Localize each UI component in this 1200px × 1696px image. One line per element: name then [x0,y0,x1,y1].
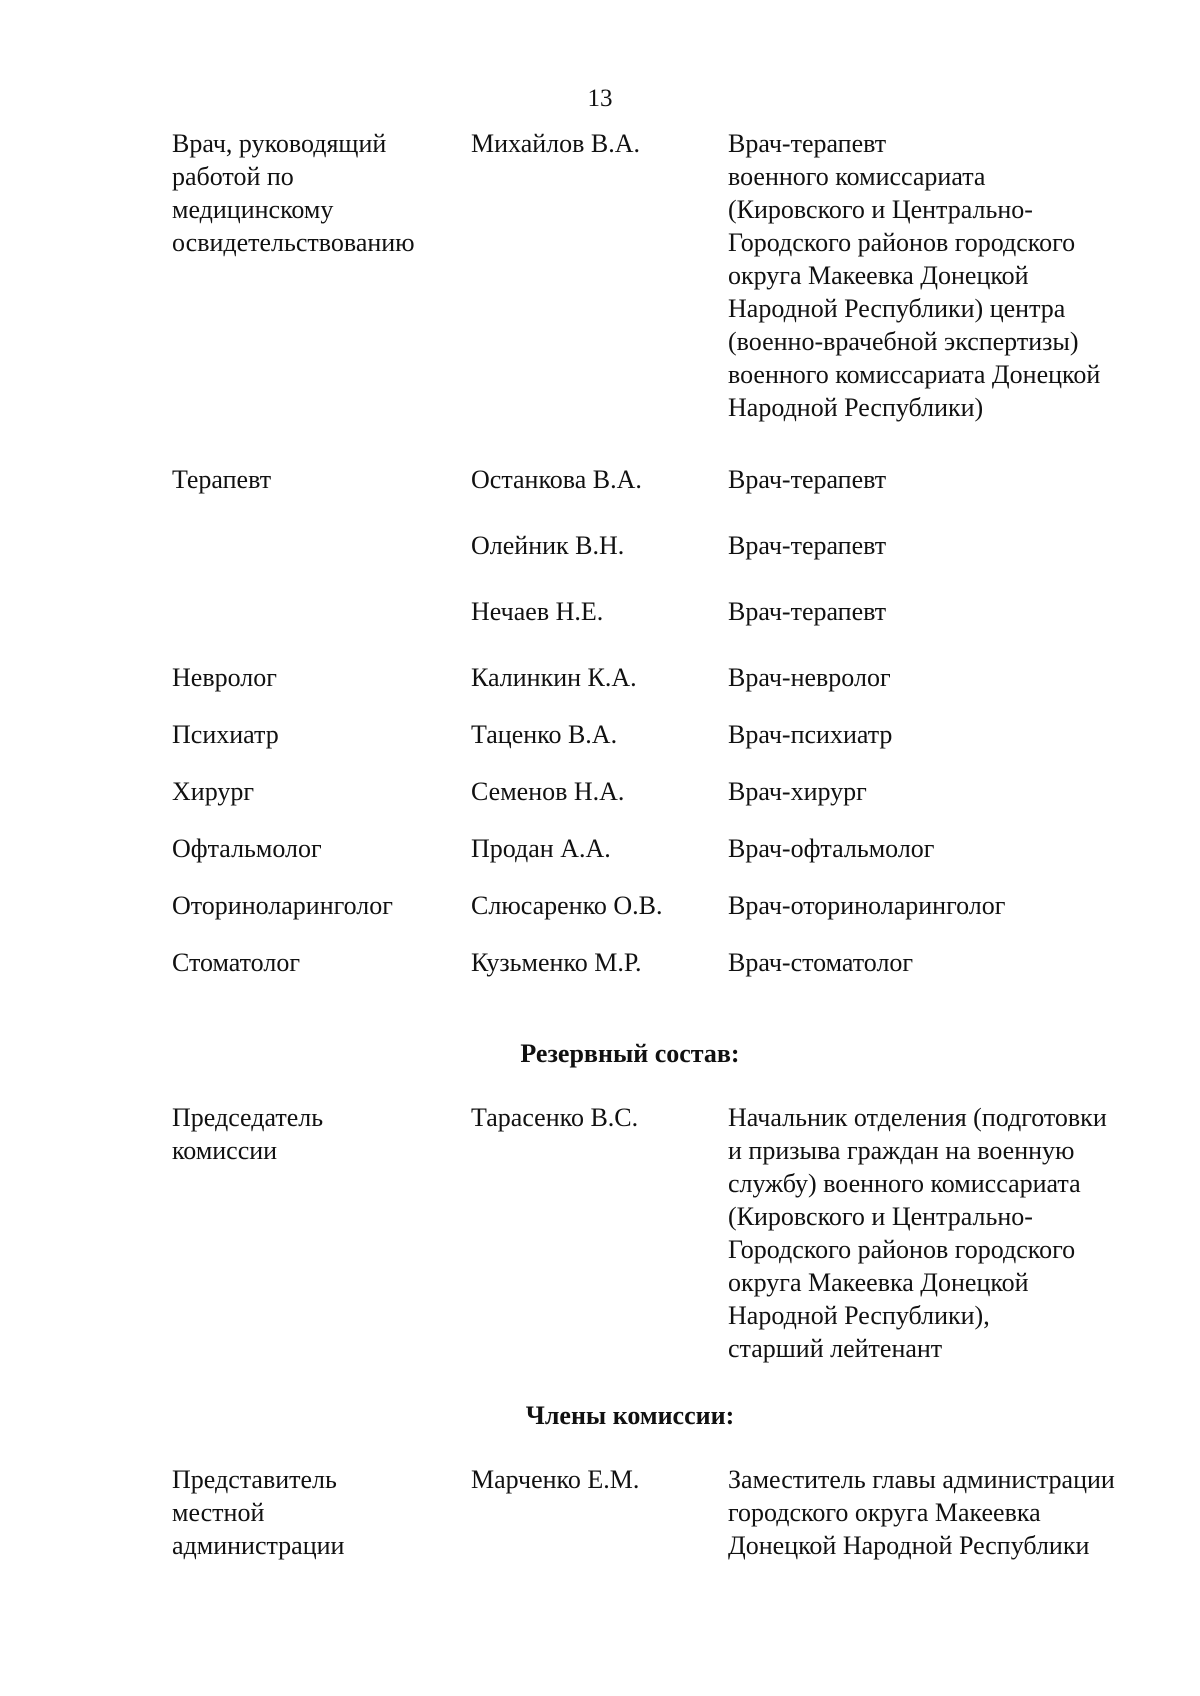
role-line: освидетельствованию [172,228,415,257]
position-cell: Врач-стоматолог [728,948,914,977]
position-line: (военно-врачебной экспертизы) [728,327,1079,356]
position-line: (Кировского и Центрально- [728,1202,1033,1231]
role-line: администрации [172,1531,345,1560]
member-name: Олейник В.Н. [471,531,625,560]
position-cell: Врач-офтальмолог [728,834,935,863]
position-cell: Врач-невролог [728,663,891,692]
role-line: Председатель [172,1103,324,1132]
position-line: округа Макеевка Донецкой [728,261,1029,290]
position-line: городского округа Макеевка [728,1498,1041,1527]
role-line: работой по [172,162,294,191]
role-line: Врач, руководящий [172,129,387,158]
role-cell: Офтальмолог [172,834,322,863]
section-heading-members [0,1399,1200,1432]
position-line: Народной Республики) [728,393,984,422]
position-line: службу) военного комиссариата [728,1169,1081,1198]
heading-text: Резервный состав: [520,1039,740,1068]
member-name: Михайлов В.А. [471,129,641,158]
position-line: Городского районов городского [728,1235,1076,1264]
role-cell [172,1463,462,1562]
role-line: Представитель [172,1465,337,1494]
role-line: медицинскому [172,195,334,224]
position-line: Донецкой Народной Республики [728,1531,1090,1560]
position-cell: Врач-хирург [728,777,867,806]
position-line: Начальник отделения (подготовки [728,1103,1107,1132]
role-cell [172,1101,462,1167]
member-name: Семенов Н.А. [471,777,625,806]
position-line: военного комиссариата [728,162,986,191]
position-cell [728,127,1168,424]
position-cell: Врач-оториноларинголог [728,891,1006,920]
position-cell [728,1101,1168,1365]
role-cell: Психиатр [172,720,279,749]
member-name: Тарасенко В.С. [471,1103,639,1132]
member-name: Нечаев Н.Е. [471,597,604,626]
position-cell: Врач-психиатр [728,720,893,749]
position-line: Врач-терапевт [728,129,887,158]
member-name: Марченко Е.М. [471,1465,640,1494]
role-cell: Хирург [172,777,255,806]
section-heading-reserve [0,1037,1200,1070]
position-cell: Врач-терапевт [728,465,887,494]
position-line: (Кировского и Центрально- [728,195,1033,224]
position-line: Заместитель главы администрации [728,1465,1115,1494]
position-cell: Врач-терапевт [728,531,887,560]
role-cell [172,127,462,259]
member-name: Таценко В.А. [471,720,618,749]
position-line: округа Макеевка Донецкой [728,1268,1029,1297]
position-line: военного комиссариата Донецкой [728,360,1101,389]
heading-text: Члены комиссии: [525,1401,735,1430]
member-name: Калинкин К.А. [471,663,637,692]
member-name: Слюсаренко О.В. [471,891,663,920]
member-name: Продан А.А. [471,834,611,863]
role-cell: Оториноларинголог [172,891,393,920]
role-line: местной [172,1498,265,1527]
role-cell: Стоматолог [172,948,300,977]
role-cell: Невролог [172,663,277,692]
role-line: комиссии [172,1136,278,1165]
position-line: и призыва граждан на военную [728,1136,1075,1165]
position-cell [728,1463,1168,1562]
position-cell: Врач-терапевт [728,597,887,626]
member-name: Кузьменко М.Р. [471,948,642,977]
role-cell: Терапевт [172,465,272,494]
position-line: Народной Республики), [728,1301,990,1330]
position-line: старший лейтенант [728,1334,943,1363]
page-number: 13 [587,85,613,112]
position-line: Народной Республики) центра [728,294,1066,323]
member-name: Останкова В.А. [471,465,642,494]
position-line: Городского районов городского [728,228,1076,257]
